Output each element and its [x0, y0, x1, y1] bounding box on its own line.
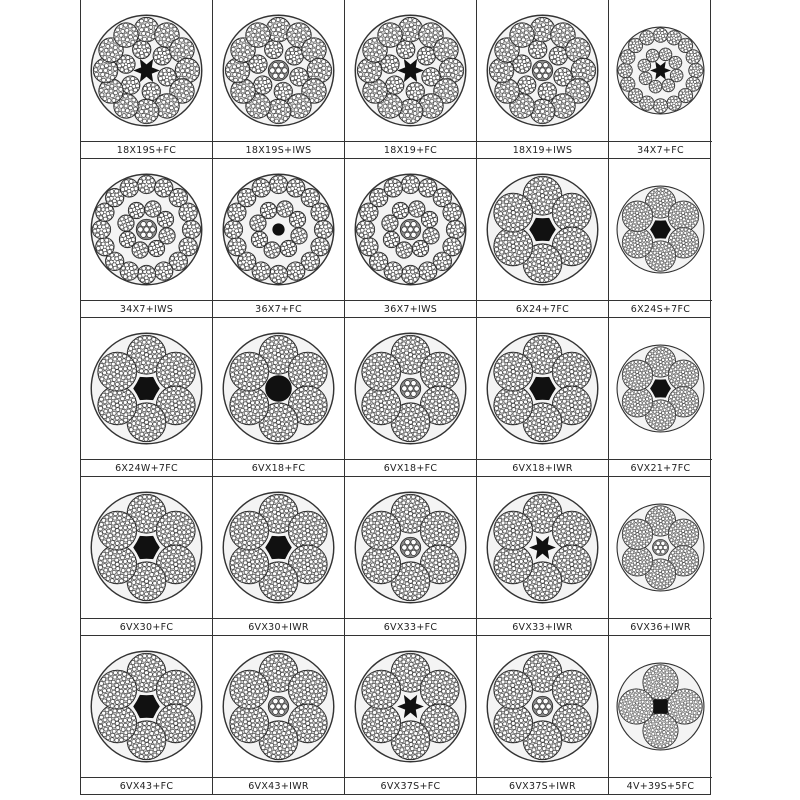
rope-label: 34X7+IWS	[119, 304, 174, 315]
rope-cell	[477, 0, 609, 159]
rope-6vx18-iwr-icon	[477, 318, 608, 460]
rope-label: 6VX33+IWR	[512, 622, 573, 633]
rope-label: 6VX18+FC	[383, 463, 438, 474]
rope-label: 18X19S+IWS	[245, 145, 312, 156]
rope-cross-section-image	[477, 318, 608, 459]
rope-18x19-iws-icon	[477, 0, 608, 142]
rope-cross-section-image	[345, 318, 476, 459]
rope-cross-section-image	[213, 318, 344, 459]
rope-cross-section-image	[477, 0, 608, 141]
rope-cell	[81, 477, 213, 636]
rope-6x24-7fc-icon	[477, 159, 608, 301]
rope-cross-section-image	[609, 159, 712, 300]
rope-label: 6VX30+FC	[119, 622, 174, 633]
rope-cell	[477, 159, 609, 318]
rope-36x7-fc-icon	[213, 159, 344, 301]
rope-label: 6VX43+IWR	[248, 781, 309, 792]
rope-cross-section-image	[81, 318, 212, 459]
rope-label: 4V+39S+5FC	[626, 781, 695, 792]
rope-cell	[609, 477, 712, 636]
rope-cross-section-image	[477, 159, 608, 300]
rope-row	[81, 636, 710, 795]
rope-cross-section-image	[81, 636, 212, 777]
rope-cell	[345, 0, 477, 159]
rope-6vx43-fc-icon	[81, 636, 212, 778]
rope-cross-section-image	[345, 636, 476, 777]
rope-cross-section-image	[81, 159, 212, 300]
rope-cell	[213, 159, 345, 318]
rope-label: 6VX18+IWR	[512, 463, 573, 474]
rope-cross-section-image	[609, 636, 712, 777]
rope-cross-section-image	[345, 159, 476, 300]
rope-label: 36X7+IWS	[383, 304, 438, 315]
rope-18x19s-iws-icon	[213, 0, 344, 142]
rope-cross-section-image	[609, 477, 712, 618]
rope-6vx30-iwr-icon	[213, 477, 344, 619]
rope-cell	[477, 636, 609, 795]
rope-label: 34X7+FC	[637, 145, 684, 156]
rope-cross-section-image	[609, 318, 712, 459]
rope-row	[81, 318, 710, 477]
rope-label: 6X24S+7FC	[630, 304, 691, 315]
rope-cross-section-image	[213, 636, 344, 777]
rope-label: 36X7+FC	[255, 304, 302, 315]
rope-label: 18X19+IWS	[512, 145, 573, 156]
rope-6vx43-iwr-icon	[213, 636, 344, 778]
rope-6vx18-fc-b-icon	[345, 318, 476, 460]
rope-label: 6VX18+FC	[251, 463, 306, 474]
rope-6vx30-fc-icon	[81, 477, 212, 619]
rope-6vx18-fc-icon	[213, 318, 344, 460]
rope-cell	[345, 636, 477, 795]
rope-cell	[345, 159, 477, 318]
rope-row	[81, 0, 710, 159]
rope-label: 6VX30+IWR	[248, 622, 309, 633]
rope-cell	[477, 318, 609, 477]
rope-label: 6X24W+7FC	[115, 463, 178, 474]
rope-6x24s-7fc-icon	[609, 159, 712, 301]
rope-cross-section-image	[213, 0, 344, 141]
rope-36x7-iws-icon	[345, 159, 476, 301]
rope-cell	[213, 318, 345, 477]
rope-34x7-iws-icon	[81, 159, 212, 301]
rope-cell	[81, 318, 213, 477]
rope-6vx37s-fc-icon	[345, 636, 476, 778]
rope-cell	[477, 477, 609, 636]
rope-cell	[213, 636, 345, 795]
rope-cell	[345, 477, 477, 636]
rope-label: 6VX36+IWR	[630, 622, 691, 633]
rope-4v-39s-5fc-icon	[609, 636, 712, 778]
rope-cell	[81, 159, 213, 318]
rope-cell	[81, 0, 213, 159]
rope-6vx33-iwr-icon	[477, 477, 608, 619]
rope-cross-section-image	[477, 636, 608, 777]
rope-label: 6VX21+7FC	[630, 463, 691, 474]
rope-18x19-fc-icon	[345, 0, 476, 142]
rope-cross-section-image	[345, 0, 476, 141]
rope-label: 6X24+7FC	[515, 304, 570, 315]
rope-18x19s-fc-icon	[81, 0, 212, 142]
rope-cell	[81, 636, 213, 795]
rope-6vx37s-iwr-icon	[477, 636, 608, 778]
rope-cell	[213, 477, 345, 636]
rope-row	[81, 159, 710, 318]
rope-cross-section-image	[345, 477, 476, 618]
rope-cross-section-image	[213, 477, 344, 618]
rope-label: 6VX33+FC	[383, 622, 438, 633]
rope-label: 18X19S+FC	[116, 145, 177, 156]
rope-label: 6VX37S+FC	[380, 781, 441, 792]
rope-cross-section-image	[81, 0, 212, 141]
rope-cell	[609, 159, 712, 318]
rope-cell	[609, 318, 712, 477]
rope-label: 6VX43+FC	[119, 781, 174, 792]
rope-cell	[345, 318, 477, 477]
rope-34x7-fc-icon	[609, 0, 712, 142]
rope-cross-section-grid	[80, 0, 711, 795]
rope-row	[81, 477, 710, 636]
rope-6vx21-7fc-icon	[609, 318, 712, 460]
rope-cell	[213, 0, 345, 159]
rope-cross-section-image	[213, 159, 344, 300]
rope-6vx33-fc-icon	[345, 477, 476, 619]
rope-label: 6VX37S+IWR	[509, 781, 576, 792]
rope-cell	[609, 636, 712, 795]
rope-6vx36-iwr-icon	[609, 477, 712, 619]
rope-cross-section-image	[477, 477, 608, 618]
rope-cross-section-image	[81, 477, 212, 618]
rope-label: 18X19+FC	[383, 145, 438, 156]
rope-cross-section-image	[609, 0, 712, 141]
rope-6x24w-7fc-icon	[81, 318, 212, 460]
rope-cell	[609, 0, 712, 159]
